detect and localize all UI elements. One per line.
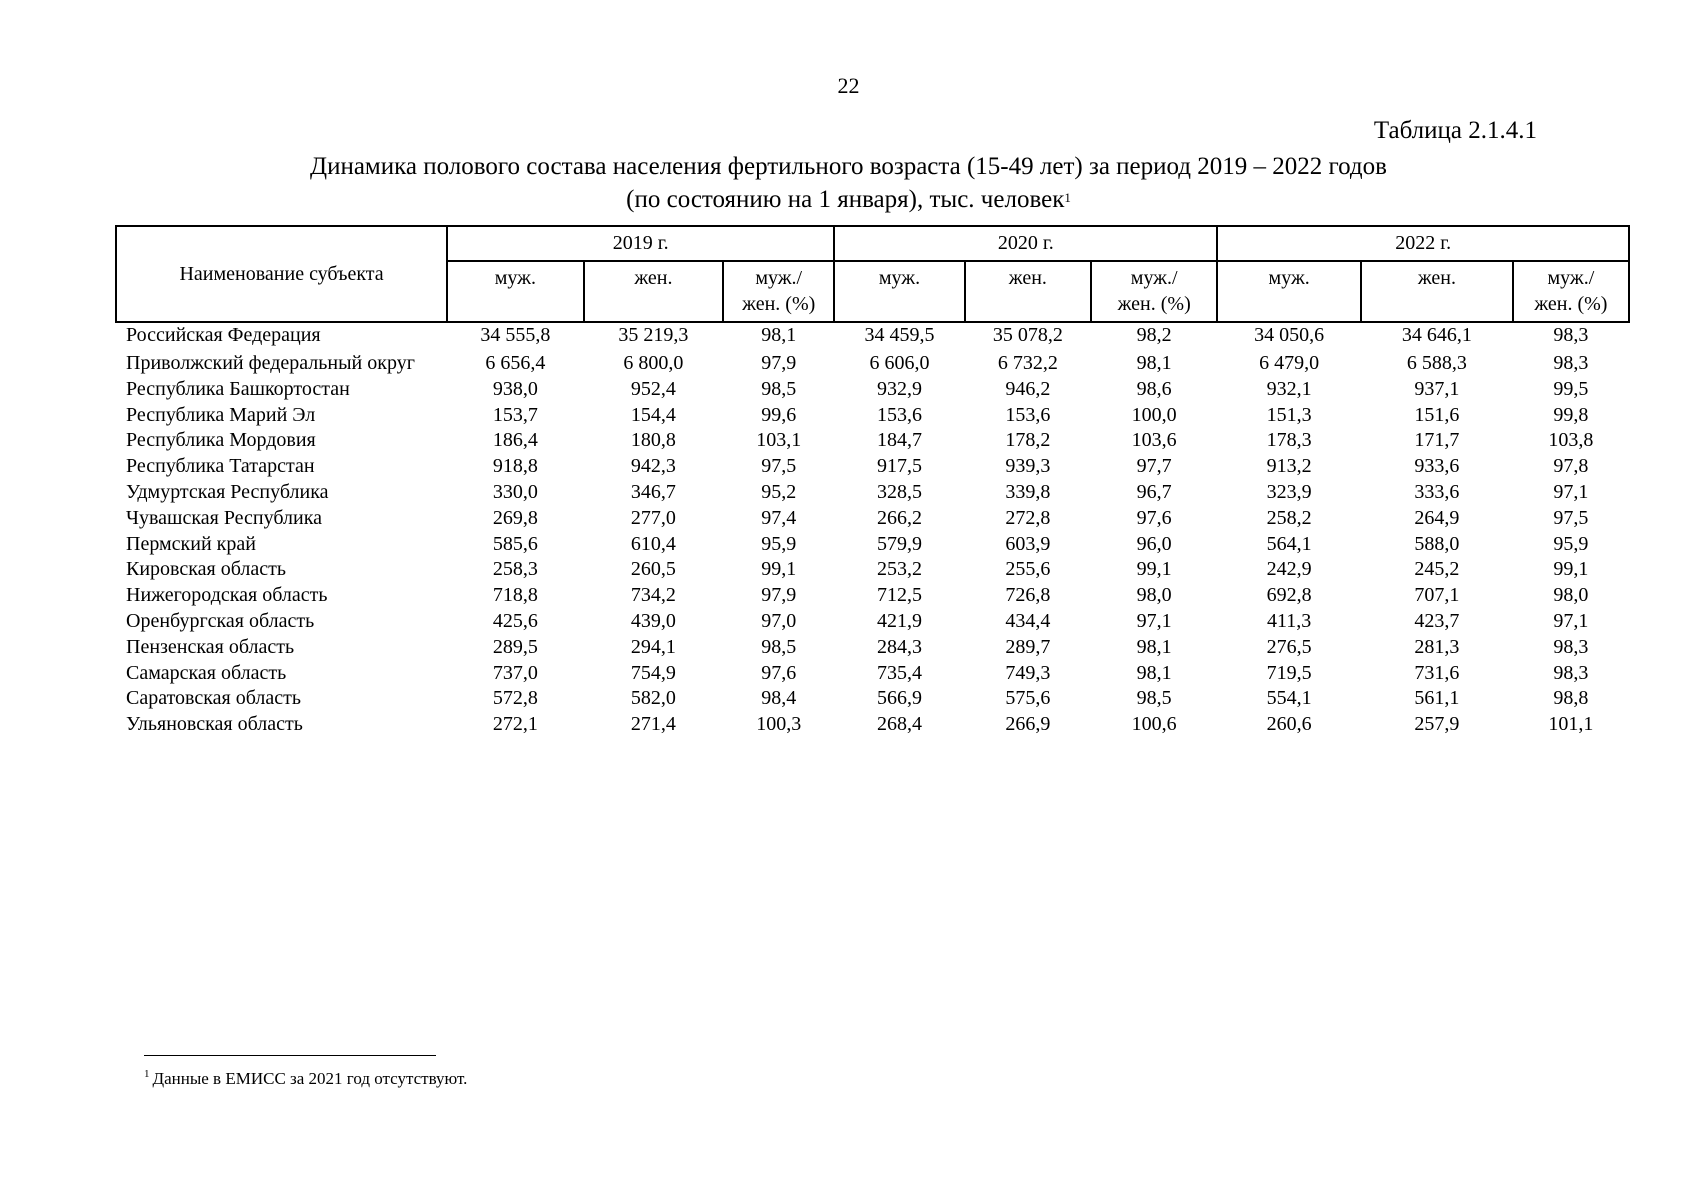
value-cell: 103,1	[756, 429, 802, 452]
value-cell: 100,6	[1131, 713, 1177, 736]
footnote-divider	[144, 1055, 436, 1056]
subject-name: Ульяновская область	[126, 713, 303, 736]
value-cell: 735,4	[876, 661, 922, 684]
value-cell: 603,9	[1005, 532, 1051, 555]
subject-name: Республика Башкортостан	[126, 377, 350, 400]
value-cell: 151,3	[1266, 403, 1312, 426]
value-cell: 35 219,3	[618, 324, 689, 346]
header-subject: Наименование субъекта	[116, 226, 447, 322]
subject-name: Российская Федерация	[126, 324, 321, 346]
value-cell: 98,6	[1136, 377, 1172, 400]
value-cell: 439,0	[630, 609, 676, 632]
value-cell: 255,6	[1005, 558, 1051, 581]
table-row	[116, 635, 1629, 661]
value-cell: 99,6	[761, 403, 797, 426]
header-ratio-line2: жен. (%)	[742, 293, 816, 315]
value-cell: 97,9	[761, 352, 797, 374]
value-cell: 97,4	[761, 506, 797, 529]
value-cell: 323,9	[1266, 480, 1312, 503]
value-cell: 933,6	[1414, 455, 1460, 478]
value-cell: 98,1	[1136, 635, 1172, 658]
value-cell: 913,2	[1266, 455, 1312, 478]
subject-name: Республика Татарстан	[126, 455, 315, 478]
subject-name: Саратовская область	[126, 687, 302, 710]
value-cell: 97,0	[761, 609, 797, 632]
subject-name: Республика Марий Эл	[126, 403, 316, 426]
value-cell: 98,5	[761, 635, 797, 658]
value-cell: 6 479,0	[1259, 352, 1320, 374]
subject-name: Республика Мордовия	[126, 429, 316, 452]
value-cell: 272,1	[492, 713, 538, 736]
value-cell: 277,0	[630, 506, 676, 529]
value-cell: 98,5	[761, 377, 797, 400]
value-cell: 98,8	[1553, 687, 1589, 710]
value-cell: 734,2	[630, 584, 676, 607]
title-line-1: Динамика полового состава населения фертильного возраста (15-49 лет) за период 2019 – 2022 годов	[310, 153, 1387, 180]
value-cell: 269,8	[492, 506, 538, 529]
value-cell: 932,1	[1266, 377, 1312, 400]
value-cell: 153,7	[492, 403, 538, 426]
value-cell: 917,5	[876, 455, 922, 478]
value-cell: 98,2	[1136, 324, 1172, 346]
value-cell: 276,5	[1266, 635, 1312, 658]
value-cell: 154,4	[630, 403, 676, 426]
value-cell: 712,5	[876, 584, 922, 607]
header-ratio-line2: жен. (%)	[1117, 293, 1191, 315]
value-cell: 346,7	[630, 480, 676, 503]
value-cell: 103,6	[1131, 429, 1177, 452]
value-cell: 411,3	[1267, 609, 1312, 632]
value-cell: 952,4	[630, 377, 676, 400]
header-ratio	[1091, 261, 1217, 322]
value-cell: 330,0	[492, 480, 538, 503]
value-cell: 289,5	[492, 635, 538, 658]
value-cell: 95,9	[761, 532, 797, 555]
value-cell: 264,9	[1414, 506, 1460, 529]
value-cell: 171,7	[1414, 429, 1460, 452]
header-female: жен.	[584, 261, 724, 322]
table-row	[116, 506, 1629, 532]
table-row	[116, 609, 1629, 635]
value-cell: 271,4	[630, 713, 676, 736]
value-cell: 97,6	[761, 661, 797, 684]
value-cell: 242,9	[1266, 558, 1312, 581]
value-cell: 726,8	[1005, 584, 1051, 607]
value-cell: 579,9	[876, 532, 922, 555]
value-cell: 151,6	[1414, 403, 1460, 426]
header-ratio-line1: муж./	[1130, 267, 1178, 289]
value-cell: 561,1	[1414, 687, 1460, 710]
value-cell: 184,7	[876, 429, 922, 452]
value-cell: 425,6	[492, 609, 538, 632]
table-row	[116, 403, 1629, 429]
value-cell: 253,2	[876, 558, 922, 581]
table-row	[116, 532, 1629, 558]
table-row	[116, 454, 1629, 480]
value-cell: 97,1	[1553, 480, 1589, 503]
data-table	[115, 225, 1630, 738]
header-ratio-line2: жен. (%)	[1534, 293, 1608, 315]
subject-name: Оренбургская область	[126, 609, 315, 632]
table-title	[0, 150, 1697, 216]
value-cell: 294,1	[630, 635, 676, 658]
value-cell: 95,9	[1553, 532, 1589, 555]
value-cell: 34 555,8	[480, 324, 551, 346]
value-cell: 99,5	[1553, 377, 1589, 400]
subject-name: Пермский край	[126, 532, 256, 555]
table-row	[116, 557, 1629, 583]
header-year-2020: 2020 г.	[834, 226, 1217, 261]
value-cell: 97,5	[1553, 506, 1589, 529]
value-cell: 98,1	[761, 324, 797, 346]
value-cell: 942,3	[630, 455, 676, 478]
value-cell: 564,1	[1266, 532, 1312, 555]
header-ratio	[1513, 261, 1629, 322]
value-cell: 178,2	[1005, 429, 1051, 452]
header-male: муж.	[1217, 261, 1361, 322]
value-cell: 99,1	[1553, 558, 1589, 581]
value-cell: 268,4	[876, 713, 922, 736]
value-cell: 97,8	[1553, 455, 1589, 478]
header-year-2022: 2022 г.	[1217, 226, 1629, 261]
value-cell: 35 078,2	[992, 324, 1063, 346]
table-row	[116, 583, 1629, 609]
title-footnote-mark: 1	[1064, 190, 1071, 205]
value-cell: 6 656,4	[485, 352, 546, 374]
value-cell: 938,0	[492, 377, 538, 400]
value-cell: 99,1	[761, 558, 797, 581]
value-cell: 258,2	[1266, 506, 1312, 529]
value-cell: 932,9	[876, 377, 922, 400]
value-cell: 939,3	[1005, 455, 1051, 478]
value-cell: 731,6	[1414, 661, 1460, 684]
value-cell: 328,5	[876, 480, 922, 503]
value-cell: 99,1	[1136, 558, 1172, 581]
table-id: Таблица 2.1.4.1	[1373, 117, 1537, 144]
value-cell: 692,8	[1266, 584, 1312, 607]
table-row	[116, 480, 1629, 506]
table-header	[116, 226, 1629, 322]
value-cell: 610,4	[630, 532, 676, 555]
value-cell: 421,9	[876, 609, 922, 632]
subject-name: Удмуртская Республика	[126, 480, 329, 503]
footnote-text: Данные в ЕМИСС за 2021 год отсутствуют.	[152, 1069, 468, 1088]
header-male: муж.	[834, 261, 964, 322]
header-ratio	[723, 261, 834, 322]
value-cell: 98,0	[1553, 584, 1589, 607]
value-cell: 707,1	[1414, 584, 1460, 607]
title-line-2-text: (по состоянию на 1 января), тыс. человек	[626, 186, 1065, 213]
value-cell: 97,9	[761, 584, 797, 607]
value-cell: 266,9	[1005, 713, 1051, 736]
value-cell: 186,4	[492, 429, 538, 452]
value-cell: 566,9	[876, 687, 922, 710]
value-cell: 100,3	[756, 713, 802, 736]
value-cell: 6 800,0	[623, 352, 684, 374]
value-cell: 98,3	[1553, 635, 1589, 658]
header-female: жен.	[1361, 261, 1513, 322]
subject-name: Кировская область	[126, 558, 287, 581]
value-cell: 34 646,1	[1401, 324, 1472, 346]
value-cell: 96,0	[1136, 532, 1172, 555]
header-male: муж.	[447, 261, 584, 322]
value-cell: 6 588,3	[1406, 352, 1467, 374]
value-cell: 6 732,2	[997, 352, 1058, 374]
value-cell: 180,8	[630, 429, 676, 452]
value-cell: 289,7	[1005, 635, 1051, 658]
value-cell: 103,8	[1548, 429, 1594, 452]
subject-name: Самарская область	[126, 661, 287, 684]
value-cell: 588,0	[1414, 532, 1460, 555]
value-cell: 260,5	[630, 558, 676, 581]
value-cell: 98,0	[1136, 584, 1172, 607]
value-cell: 97,1	[1553, 609, 1589, 632]
value-cell: 178,3	[1266, 429, 1312, 452]
value-cell: 554,1	[1266, 687, 1312, 710]
value-cell: 260,6	[1266, 713, 1312, 736]
value-cell: 96,7	[1136, 480, 1172, 503]
value-cell: 284,3	[876, 635, 922, 658]
value-cell: 582,0	[630, 687, 676, 710]
value-cell: 572,8	[492, 687, 538, 710]
value-cell: 937,1	[1414, 377, 1460, 400]
value-cell: 434,4	[1005, 609, 1051, 632]
value-cell: 719,5	[1266, 661, 1312, 684]
value-cell: 585,6	[492, 532, 538, 555]
title-line-2	[0, 183, 1697, 216]
table-body	[116, 322, 1629, 738]
value-cell: 153,6	[876, 403, 922, 426]
value-cell: 718,8	[492, 584, 538, 607]
value-cell: 281,3	[1414, 635, 1460, 658]
value-cell: 575,6	[1005, 687, 1051, 710]
value-cell: 918,8	[492, 455, 538, 478]
subject-name: Нижегородская область	[126, 584, 328, 607]
header-ratio-line1: муж./	[1547, 267, 1595, 289]
table-row	[116, 428, 1629, 454]
value-cell: 257,9	[1414, 713, 1460, 736]
value-cell: 101,1	[1548, 713, 1594, 736]
table-row	[116, 351, 1629, 377]
value-cell: 100,0	[1131, 403, 1177, 426]
value-cell: 98,5	[1136, 687, 1172, 710]
table-row	[116, 712, 1629, 738]
value-cell: 754,9	[630, 661, 676, 684]
page-number: 22	[837, 73, 860, 98]
table-row	[116, 322, 1629, 351]
value-cell: 946,2	[1005, 377, 1051, 400]
value-cell: 98,3	[1553, 324, 1589, 346]
value-cell: 97,1	[1136, 609, 1172, 632]
value-cell: 339,8	[1005, 480, 1051, 503]
value-cell: 423,7	[1414, 609, 1460, 632]
subject-name: Приволжский федеральный округ	[126, 352, 415, 374]
value-cell: 272,8	[1005, 506, 1051, 529]
table-row	[116, 377, 1629, 403]
value-cell: 97,7	[1136, 455, 1172, 478]
value-cell: 737,0	[492, 661, 538, 684]
value-cell: 97,5	[761, 455, 797, 478]
value-cell: 245,2	[1414, 558, 1460, 581]
value-cell: 258,3	[492, 558, 538, 581]
value-cell: 749,3	[1005, 661, 1051, 684]
header-ratio-line1: муж./	[755, 267, 803, 289]
value-cell: 97,6	[1136, 506, 1172, 529]
value-cell: 34 050,6	[1254, 324, 1325, 346]
value-cell: 98,3	[1553, 352, 1589, 374]
value-cell: 34 459,5	[864, 324, 935, 346]
table-row	[116, 661, 1629, 687]
value-cell: 98,1	[1136, 661, 1172, 684]
header-year-2019: 2019 г.	[447, 226, 834, 261]
footnote-mark: 1	[144, 1068, 150, 1080]
table-row	[116, 686, 1629, 712]
value-cell: 99,8	[1553, 403, 1589, 426]
value-cell: 98,3	[1553, 661, 1589, 684]
value-cell: 333,6	[1414, 480, 1460, 503]
value-cell: 95,2	[761, 480, 797, 503]
value-cell: 98,1	[1136, 352, 1172, 374]
subject-name: Чувашская Республика	[126, 506, 323, 529]
value-cell: 98,4	[761, 687, 797, 710]
subject-name: Пензенская область	[126, 635, 295, 658]
value-cell: 153,6	[1005, 403, 1051, 426]
header-female: жен.	[965, 261, 1091, 322]
footnote	[144, 1069, 467, 1089]
value-cell: 266,2	[876, 506, 922, 529]
value-cell: 6 606,0	[869, 352, 930, 374]
